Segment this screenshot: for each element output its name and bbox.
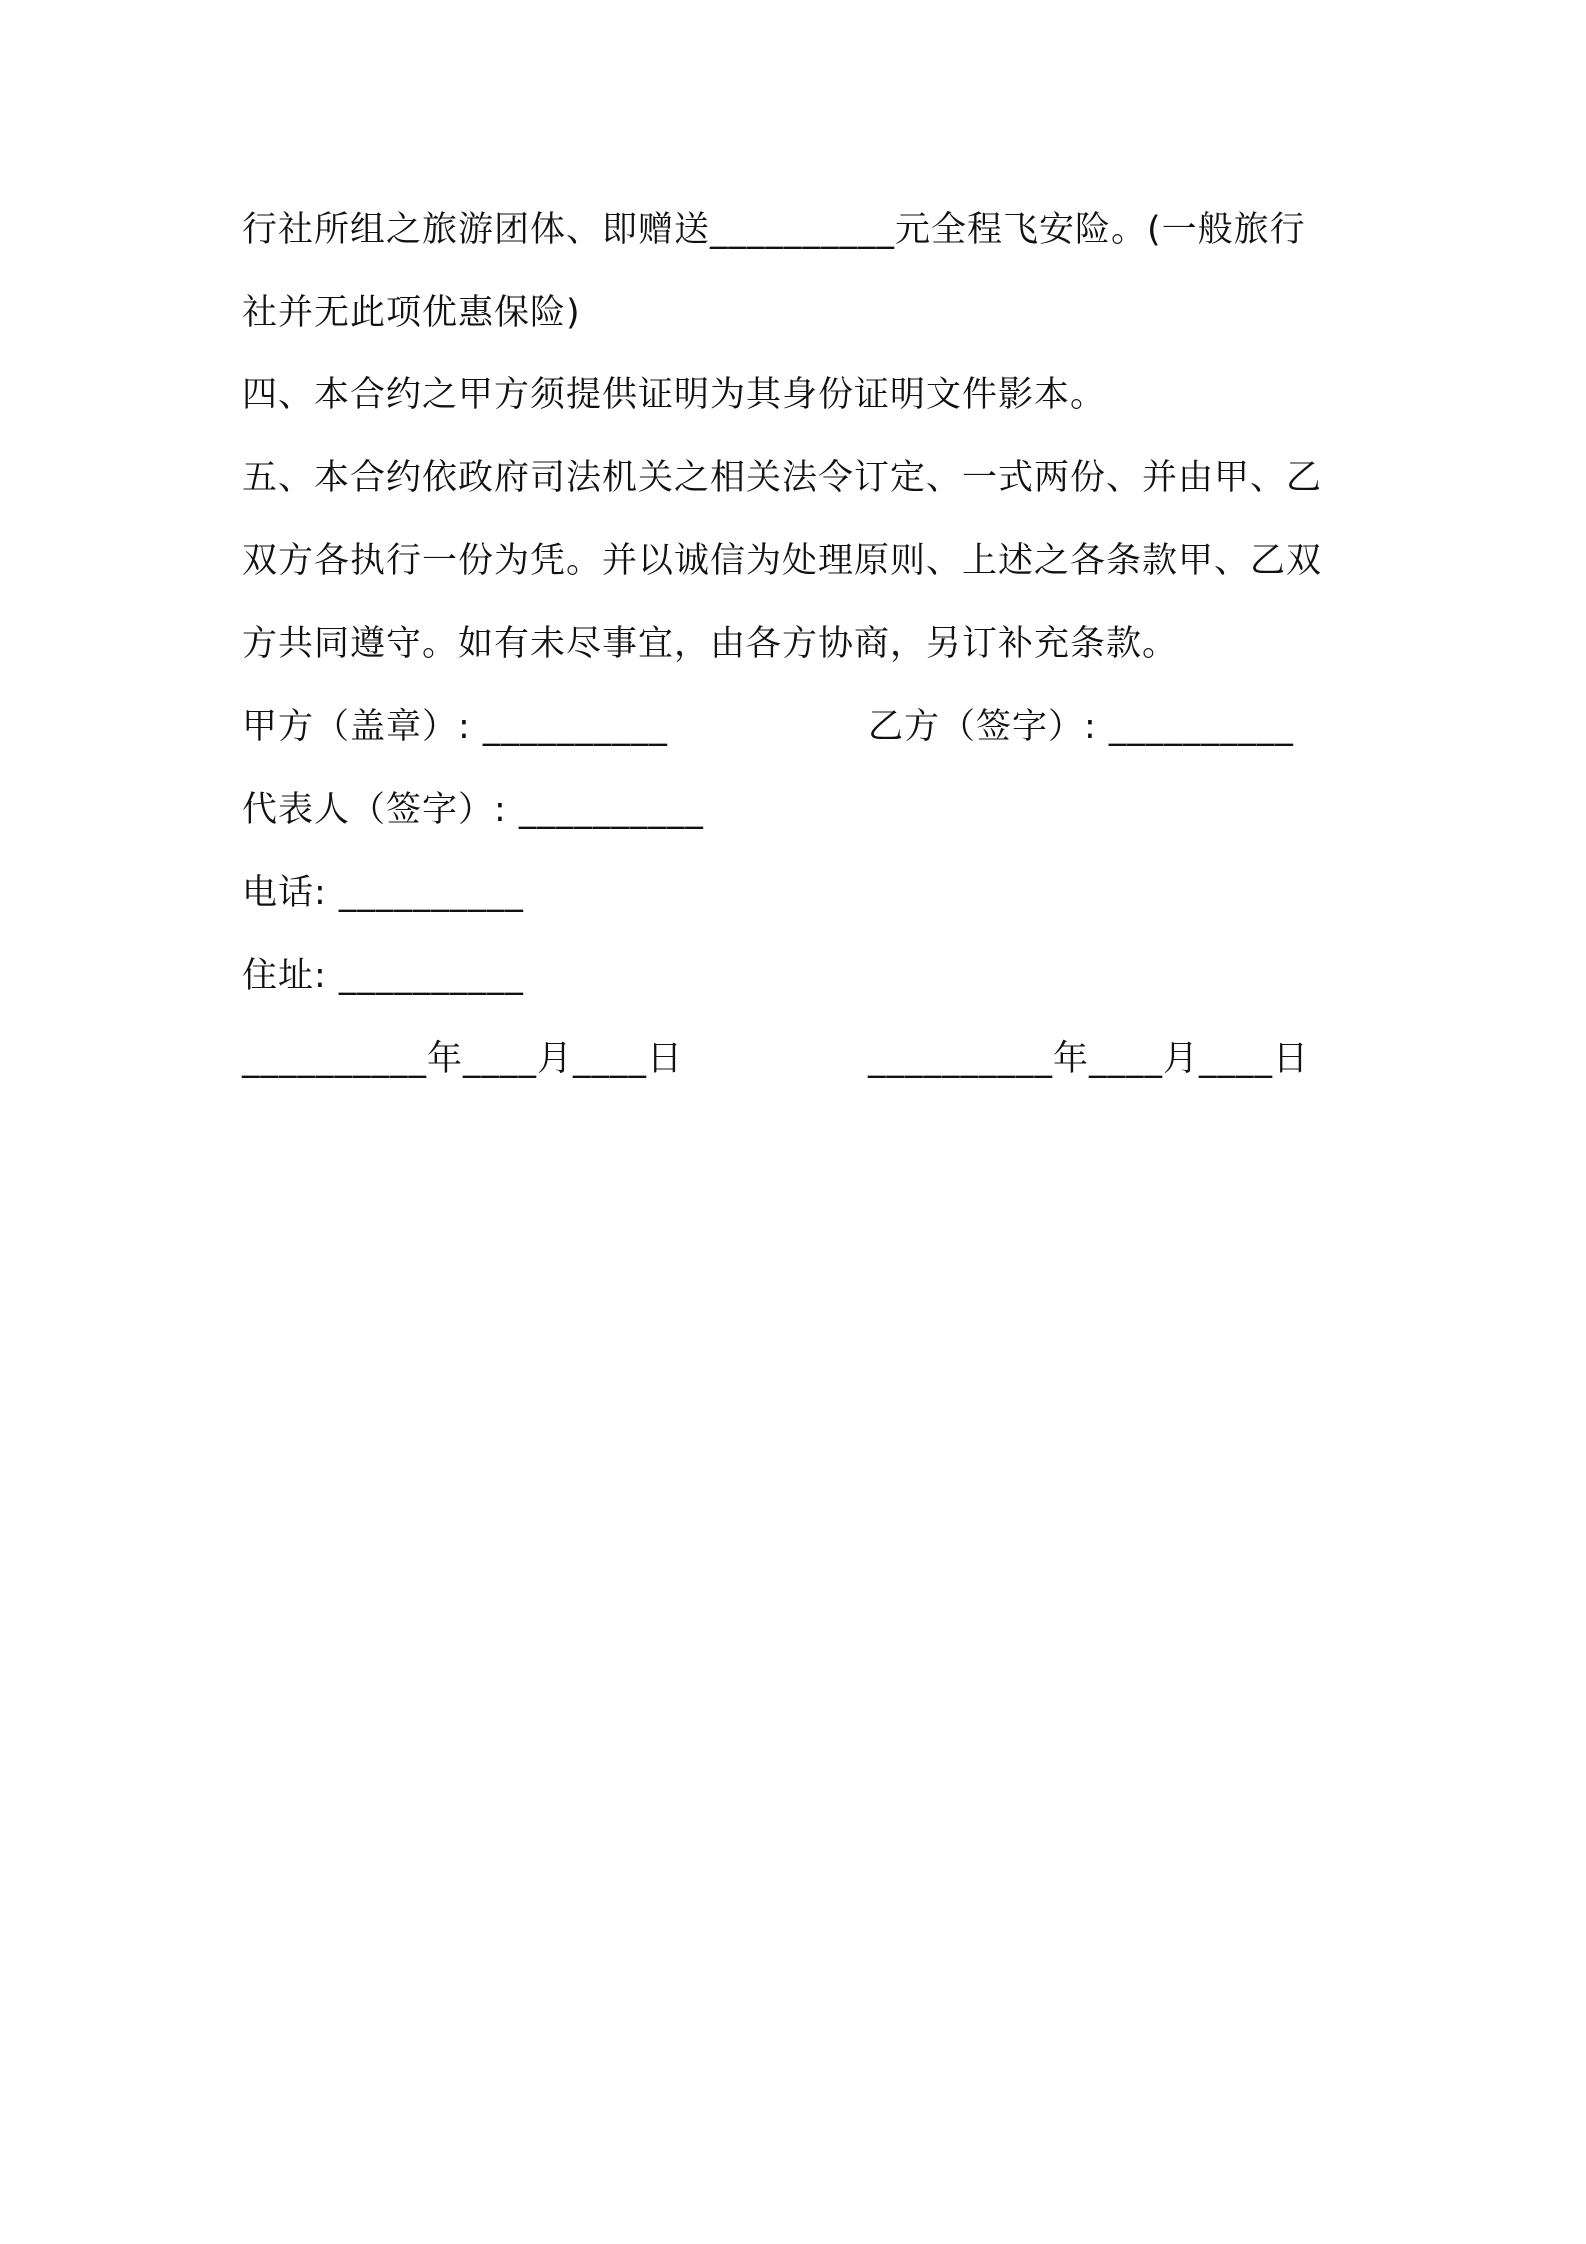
phone-field: 电话: __________ bbox=[242, 873, 524, 913]
party-a-seal: 甲方（盖章）: __________ bbox=[242, 707, 668, 747]
clause-5-line: 双方各执行一份为凭。并以诚信为处理原则、上述之各条款甲、乙双 bbox=[242, 541, 1323, 581]
clause-4: 四、本合约之甲方须提供证明为其身份证明文件影本。 bbox=[242, 375, 1107, 415]
paragraph-line: 行社所组之旅游团体、即赠送__________元全程飞安险。(一般旅行 bbox=[242, 210, 1306, 250]
date-party-a: __________年____月____日 bbox=[242, 1039, 684, 1079]
paragraph-line: 社并无此项优惠保险) bbox=[242, 293, 581, 333]
date-party-b: __________年____月____日 bbox=[868, 1039, 1310, 1079]
party-b-signature: 乙方（签字）: __________ bbox=[868, 707, 1294, 747]
clause-5-line: 方共同遵守。如有未尽事宜，由各方协商，另订补充条款。 bbox=[242, 624, 1179, 664]
address-field: 住址: __________ bbox=[242, 956, 524, 996]
clause-5-line: 五、本合约依政府司法机关之相关法令订定、一式两份、并由甲、乙 bbox=[242, 458, 1323, 498]
representative-signature: 代表人（签字）: __________ bbox=[242, 790, 704, 830]
